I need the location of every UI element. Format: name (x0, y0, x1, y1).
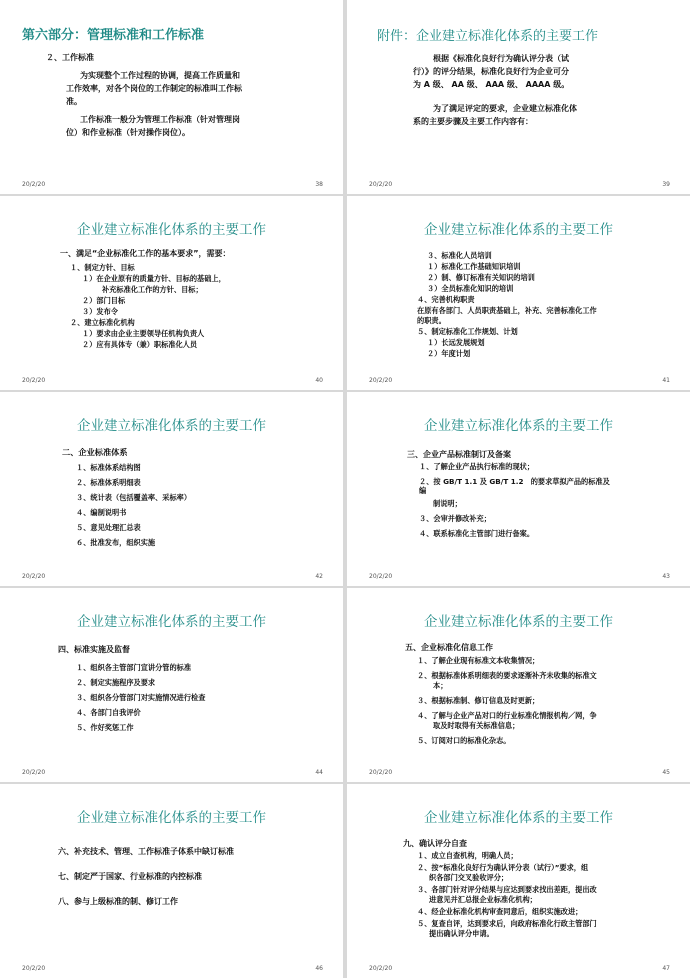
slide-42[interactable] (0, 392, 343, 586)
text-line: ３）发布令 (82, 307, 118, 316)
text-line: 六、补充技术、管理、工作标准子体系中缺订标准 (58, 847, 234, 856)
text-line: 的职责。 (417, 316, 446, 325)
text-line: 进意见并汇总报企业标准化机构； (429, 895, 537, 904)
text-line: 取及时取得有关标准信息； (433, 721, 520, 730)
slide-45[interactable] (347, 588, 690, 782)
text-line: 织各部门交叉验收评分； (429, 873, 509, 882)
slide-43[interactable] (347, 392, 690, 586)
slide-date: 20/2/20 (22, 181, 46, 188)
text-line: １、制定方针、目标 (70, 263, 135, 272)
text-line: 为 A 级、 AA 级、 AAA 级、 AAAA 级。 (413, 80, 570, 89)
slide-title: 企业建立标准化体系的主要工作 (424, 614, 613, 630)
text-line: ３、会审并修改补充； (419, 514, 491, 523)
text-line: ６、批准发布，组织实施 (76, 538, 156, 547)
text-line: ５、制定标准化工作规划、计划 (417, 327, 518, 336)
text-line: 在原有各部门、人员职责基础上，补充、完善标准化工作 (417, 306, 597, 315)
slide-number: 42 (315, 573, 323, 580)
text-line: ５、订阅对口的标准化杂志。 (417, 736, 511, 745)
text-line: 补充标准化工作的方针、目标； (102, 285, 203, 294)
slide-title: 企业建立标准化体系的主要工作 (77, 418, 266, 434)
text-line: ５、复查自评，达到要求后，向政府标准化行政主管部门 (417, 919, 597, 928)
slide-38[interactable] (0, 0, 343, 194)
text-line: 制说明； (433, 499, 462, 508)
slide-date: 20/2/20 (369, 377, 393, 384)
text-line: ３）全员标准化知识的培训 (427, 284, 514, 293)
text-line: ５、作好奖惩工作 (76, 723, 134, 732)
slide-number: 39 (662, 181, 670, 188)
text-line: 本； (433, 681, 448, 690)
text-line: ２、标准体系明细表 (76, 478, 141, 487)
slide-number: 43 (662, 573, 670, 580)
text-line: ５、意见处理汇总表 (76, 523, 141, 532)
text-line: １）长远发展规划 (427, 338, 485, 347)
text-line: 七、制定严于国家、行业标准的内控标准 (58, 872, 202, 881)
text-line: 八、参与上级标准的制、修订工作 (58, 897, 178, 906)
text-line: 工作标准一般分为管理工作标准（针对管理岗 (80, 115, 240, 124)
slide-47[interactable] (347, 784, 690, 978)
text-line: ２、制定实施程序及要求 (76, 678, 156, 687)
text-line: ２、按 GB/T 1.1 及 GB/T 1.2 的要求草拟产品的标准及 (419, 477, 610, 486)
slide-date: 20/2/20 (22, 769, 46, 776)
text-line: １、成立自查机构，明确人员； (417, 851, 518, 860)
slide-46[interactable] (0, 784, 343, 978)
slide-41[interactable] (347, 196, 690, 390)
slide-number: 38 (315, 181, 323, 188)
text-line: 为实现整个工作过程的协调，提高工作质量和 (80, 71, 240, 80)
text-line: 工作效率，对各个岗位的工作制定的标准叫工作标 (66, 84, 242, 93)
text-line: 一、满足“企业标准化工作的基本要求”，需要： (60, 249, 231, 258)
text-line: ３、根据标准制、修订信息及时更新； (417, 696, 540, 705)
slide-date: 20/2/20 (22, 377, 46, 384)
slide-number: 46 (315, 965, 323, 972)
text-line: ４、了解与企业产品对口的行业标准化情报机构／网，争 (417, 711, 597, 720)
text-line: ３、组织各分管部门对实施情况进行检查 (76, 693, 206, 702)
text-line: 为了满足评定的要求，企业建立标准化体 (433, 104, 577, 113)
slide-number: 40 (315, 377, 323, 384)
text-line: ４、联系标准化主管部门进行备案。 (419, 529, 535, 538)
slide-date: 20/2/20 (369, 769, 393, 776)
text-line: 九、确认评分自查 (403, 839, 467, 848)
slide-date: 20/2/20 (369, 573, 393, 580)
text-line: ２、根据标准体系明细表的要求逐渐补齐未收集的标准文 (417, 671, 597, 680)
text-line: 编 (419, 486, 427, 495)
text-line: 五、企业标准化信息工作 (405, 643, 493, 652)
text-line: 系的主要步骤及主要工作内容有： (413, 117, 533, 126)
slide-number: 45 (662, 769, 670, 776)
text-line: 二、企业标准体系 (62, 447, 128, 457)
text-line: 位）和作业标准（针对操作岗位）。 (66, 128, 190, 137)
text-line: ２、工作标准 (46, 53, 94, 62)
slide-title: 企业建立标准化体系的主要工作 (424, 810, 613, 826)
text-line: ２）应有具体专（兼）职标准化人员 (82, 340, 198, 349)
slide-number: 41 (662, 377, 670, 384)
text-line: １）要求由企业主要领导任机构负责人 (82, 329, 205, 338)
text-line: １）在企业原有的质量方针、目标的基础上， (82, 274, 226, 283)
text-line: 三、企业产品标准制订及备案 (407, 450, 511, 459)
text-line: ３、各部门针对评分结果与应达到要求找出差距，提出改 (417, 885, 597, 894)
text-line: ２）部门目标 (82, 296, 126, 305)
text-line: ２）年度计划 (427, 349, 471, 358)
slide-title: 企业建立标准化体系的主要工作 (77, 614, 266, 630)
text-line: １、了解企业产品执行标准的现状； (419, 462, 535, 471)
text-line: ４、编制说明书 (76, 508, 127, 517)
text-line: 行）》的评分结果，标准化良好行为企业可分 (413, 67, 569, 76)
text-line: ２、建立标准化机构 (70, 318, 135, 327)
slide-44[interactable] (0, 588, 343, 782)
text-line: ３、标准化人员培训 (427, 251, 492, 260)
text-line: ３、统计表（包括覆盖率、采标率） (76, 493, 192, 502)
slide-title: 第六部分：管理标准和工作标准 (22, 28, 205, 43)
text-line: ４、经企业标准化机构审查同意后，组织实施改进； (417, 907, 583, 916)
slide-title: 企业建立标准化体系的主要工作 (77, 222, 266, 238)
slide-date: 20/2/20 (369, 181, 393, 188)
slide-date: 20/2/20 (369, 965, 393, 972)
slide-date: 20/2/20 (22, 573, 46, 580)
text-line: １、组织各主管部门宣讲分管的标准 (76, 663, 192, 672)
slide-number: 47 (662, 965, 670, 972)
text-line: 准。 (66, 97, 82, 106)
text-line: 四、标准实施及监督 (58, 645, 130, 654)
slide-date: 20/2/20 (22, 965, 46, 972)
slide-title: 附件：企业建立标准化体系的主要工作 (377, 29, 599, 44)
text-line: 提出确认评分申请。 (429, 929, 494, 938)
text-line: ４、各部门自我评价 (76, 708, 141, 717)
slide-40[interactable] (0, 196, 343, 390)
slide-39[interactable] (347, 0, 690, 194)
text-line: １、标准体系结构图 (76, 463, 141, 472)
text-line: ２、按“标准化良好行为确认评分表（试行）”要求，组 (417, 863, 589, 872)
slide-title: 企业建立标准化体系的主要工作 (77, 810, 266, 826)
slide-number: 44 (315, 769, 323, 776)
slide-title: 企业建立标准化体系的主要工作 (424, 222, 613, 238)
text-line: １、了解企业现有标准文本收集情况； (417, 656, 540, 665)
text-line: ２）制、修订标准有关知识的培训 (427, 273, 535, 282)
text-line: ４、完善机构职责 (417, 295, 475, 304)
text-line: 根据《标准化良好行为确认评分表（试 (433, 54, 569, 63)
slide-title: 企业建立标准化体系的主要工作 (424, 418, 613, 434)
text-line: １）标准化工作基础知识培训 (427, 262, 521, 271)
